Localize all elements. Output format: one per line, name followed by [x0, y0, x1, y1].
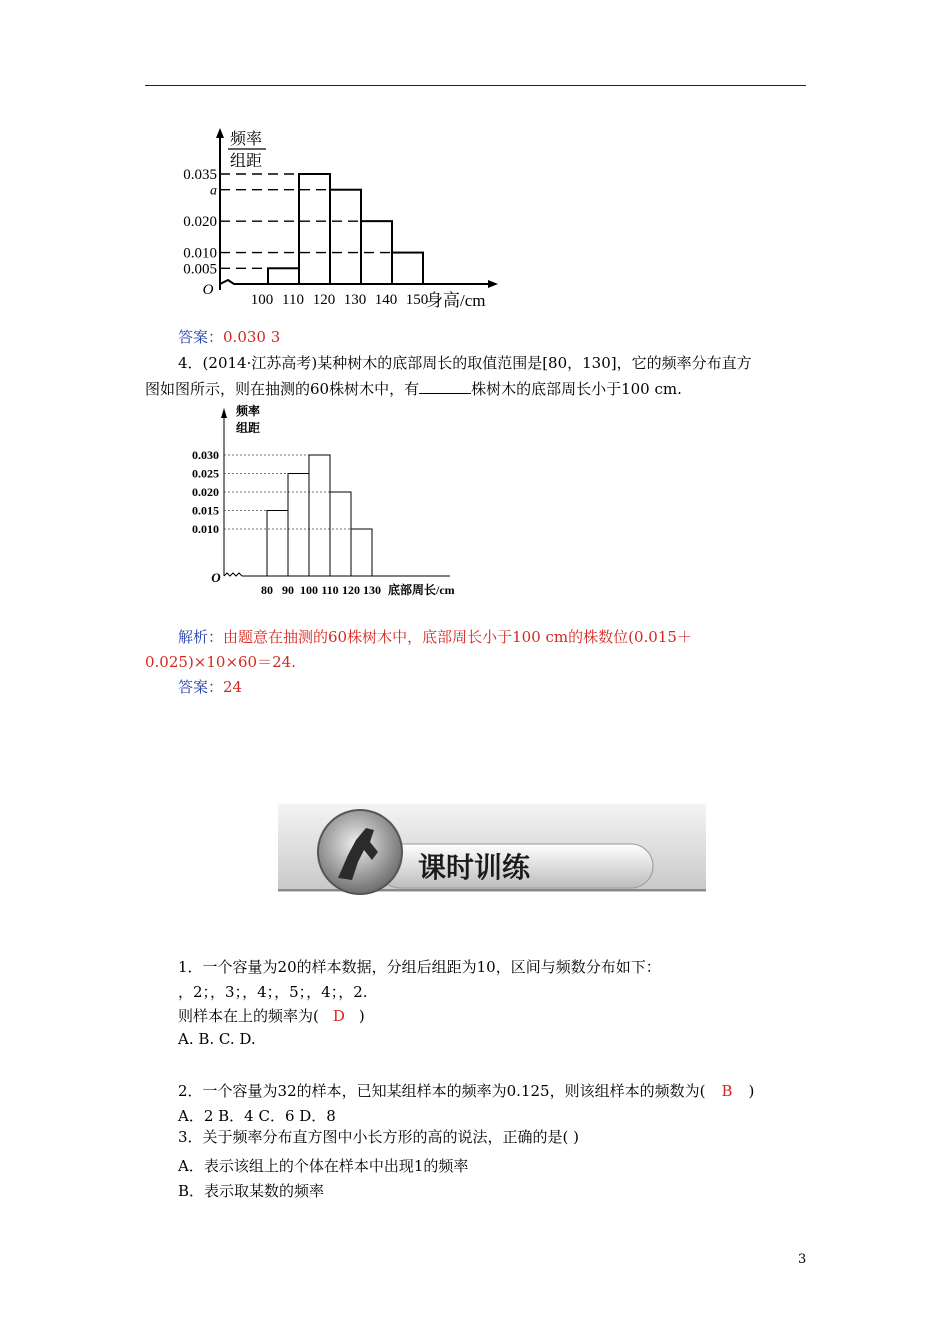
solution-line1 — [178, 626, 692, 647]
x-tick-label: 130 — [363, 583, 381, 597]
problem-2-stem: 2．一个容量为32的样本，已知某组样本的频率为0.125，则该组样本的频数为( — [178, 1082, 706, 1100]
y-tick-label: 0.030 — [192, 448, 219, 462]
axis-break — [220, 280, 246, 284]
section-banner — [278, 800, 706, 895]
histogram-bar — [351, 529, 372, 576]
answer-blank — [419, 379, 471, 394]
y-tick-label: 0.010 — [192, 522, 219, 536]
x-tick-label: 150 — [405, 292, 429, 308]
histogram-height-plot — [183, 128, 498, 310]
y-label-denominator: 组距 — [236, 421, 261, 435]
histogram-bar — [299, 174, 330, 284]
problem-1-options: A. B. C. D. — [178, 1030, 256, 1048]
answer-value: 0.030 3 — [223, 328, 281, 346]
histogram-bar — [330, 190, 361, 284]
banner-title: 课时训练 — [418, 853, 531, 884]
x-tick-label: 100 — [250, 292, 274, 308]
problem-1-line3 — [178, 1005, 365, 1026]
x-tick-label: 140 — [374, 292, 398, 308]
y-tick-label: 0.035 — [183, 167, 217, 183]
histogram-bar — [288, 474, 309, 577]
y-axis-arrow — [221, 408, 227, 418]
problem-3-option-b: B．表示取某数的频率 — [178, 1182, 325, 1200]
problem-2-line1 — [178, 1080, 754, 1101]
histogram-bar — [309, 455, 330, 576]
x-tick-label: 130 — [343, 292, 367, 308]
question-4-text-b: 株树木的底部周长小于100 cm. — [471, 380, 682, 398]
axis-break — [224, 573, 242, 576]
solution-text-1: 由题意在抽测的60株树木中，底部周长小于100 cm的株数位(0.015＋ — [223, 628, 692, 646]
histogram-bar — [392, 253, 423, 284]
origin-label: O — [202, 282, 214, 298]
y-tick-label: 0.020 — [192, 485, 219, 499]
solution-label: 解析： — [178, 628, 224, 646]
answer-label: 答案： — [178, 328, 224, 346]
y-axis-arrow — [216, 128, 224, 138]
y-label-numerator: 频率 — [236, 404, 261, 418]
x-tick-label: 100 — [300, 583, 318, 597]
problem-2-answer: B — [721, 1082, 733, 1100]
histogram-circumference — [180, 400, 470, 605]
y-tick-label: 0.020 — [183, 214, 217, 231]
problem-1-line1: 1．一个容量为20的样本数据，分组后组距为10，区间与频数分布如下： — [178, 958, 661, 976]
x-axis-label: 身高/cm — [426, 291, 486, 310]
histogram-circumference-plot — [192, 403, 455, 597]
problem-1-answer: D — [332, 1007, 345, 1025]
solution-line2: 0.025)×10×60＝24. — [145, 653, 296, 671]
origin-label: O — [211, 570, 221, 585]
question-4-line2 — [145, 378, 682, 399]
problem-1-line2: ，2；，3；，4；，5；，4；，2. — [178, 983, 368, 1001]
histogram-height — [170, 122, 515, 312]
y-label-numerator: 频率 — [230, 131, 263, 148]
x-tick-label: 80 — [261, 583, 273, 597]
x-tick-label: 90 — [282, 583, 294, 597]
problem-2-close: ) — [748, 1082, 755, 1100]
problem-3-line1: 3．关于频率分布直方图中小长方形的高的说法，正确的是( ) — [178, 1128, 580, 1146]
histogram-bar — [268, 268, 299, 284]
histogram-bar — [267, 511, 288, 577]
x-tick-label: 110 — [282, 292, 304, 308]
y-tick-label: a — [210, 183, 217, 199]
y-tick-label: 0.025 — [192, 466, 219, 481]
answer-value: 24 — [223, 678, 243, 696]
answer-2 — [178, 676, 242, 697]
question-4-text-a: 图如图所示，则在抽测的60株树木中，有 — [145, 380, 420, 398]
x-tick-label: 120 — [342, 583, 360, 597]
x-tick-label: 120 — [312, 292, 336, 308]
x-tick-label: 110 — [321, 583, 339, 597]
y-tick-label: 0.005 — [183, 261, 217, 278]
y-label-denominator: 组距 — [230, 153, 263, 170]
answer-1 — [178, 326, 280, 347]
y-tick-label: 0.015 — [192, 503, 219, 518]
header-rule — [145, 85, 806, 86]
histogram-bar — [330, 492, 351, 576]
problem-1-close: ) — [358, 1007, 365, 1025]
question-4-line1: 4．(2014·江苏高考)某种树木的底部周长的取值范围是[80，130]，它的频率分布直方 — [178, 354, 752, 372]
problem-2-options: A．2 B．4 C．6 D．8 — [178, 1107, 336, 1125]
page-number: 3 — [798, 1252, 807, 1267]
answer-label: 答案： — [178, 678, 224, 696]
problem-3-option-a: A．表示该组上的个体在样本中出现1的频率 — [178, 1157, 469, 1175]
x-axis-label: 底部周长/cm — [388, 583, 455, 597]
y-tick-label: 0.010 — [183, 245, 217, 262]
x-axis-arrow — [488, 280, 498, 288]
problem-1-stem: 则样本在上的频率为( — [178, 1007, 319, 1025]
